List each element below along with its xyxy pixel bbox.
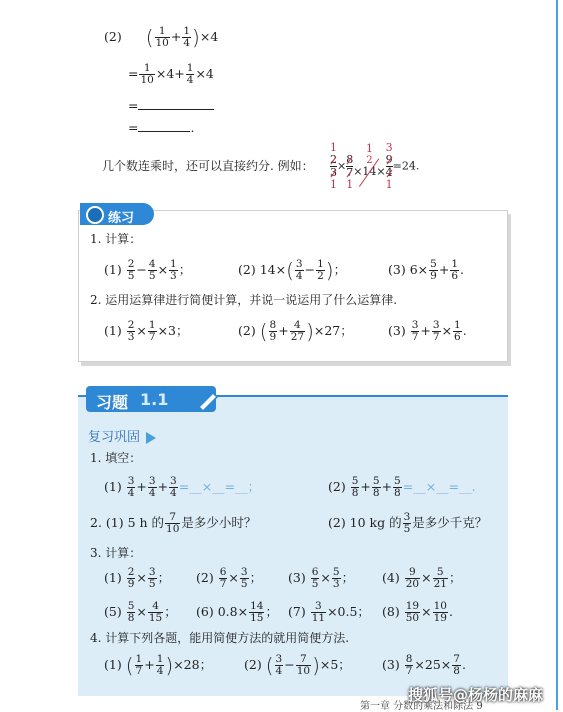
exercise-q3-6: (6) 0.8× $\frac{14}{15}$ ； [196, 600, 278, 625]
exercise-q3-3: (3) $\frac{6}{5}$ × $\frac{5}{3}$ ； [288, 566, 355, 591]
cancellation-note: 几个数连乘时，还可以直接约分. 例如： [102, 159, 314, 173]
example-line-3: = [128, 100, 214, 113]
cancellation-example: 1 2 3 1 × 8 7 1 1 2 ×14× 3 9 4 1 =24. [330, 141, 420, 192]
practice-q2-3: (3) $\frac{3}{7}$ + $\frac{3}{7}$ × $\frac{1}{6}$ . [388, 319, 467, 344]
practice-q1-2: (2) 14×( $\frac{3}{4}$ − $\frac{1}{2}$ )； [238, 258, 347, 283]
exercise-q4-2: (2) ( $\frac{3}{4}$ − $\frac{7}{10}$ )×5； [244, 653, 351, 678]
exercise-q3: 3. 计算： [90, 546, 142, 560]
example-line-4: = . [128, 120, 195, 135]
exercise-q4: 4. 计算下列各题，能用简便方法的就用简便方法. [90, 631, 350, 645]
exercise-title: 习题 1.1 [86, 386, 216, 412]
fraction: $\frac{1}{4}$ [183, 25, 191, 50]
practice-tag: 练习 [80, 203, 154, 225]
practice-q2: 2. 运用运算律进行简便计算，并说一说运用了什么运算律. [90, 293, 398, 307]
practice-icon [86, 206, 104, 224]
practice-q2-1: (1) $\frac{2}{3}$ × $\frac{1}{7}$ ×3； [104, 319, 189, 344]
practice-q1-3: (3) 6× $\frac{5}{9}$ + $\frac{1}{6}$ . [388, 258, 464, 283]
pencil-icon [196, 390, 220, 410]
review-heading: 复习巩固 [88, 426, 156, 445]
exercise-q2-2: (2) 10 kg 的 $\frac{3}{5}$ 是多少千克？ [328, 511, 488, 536]
practice-q2-2: (2) ( $\frac{8}{9}$ + $\frac{4}{27}$ )×27； [238, 319, 353, 344]
exercise-q3-4: (4) $\frac{9}{20}$ × $\frac{5}{21}$ ； [382, 566, 462, 591]
exercise-q1-2: (2) $\frac{5}{8}$ + $\frac{5}{8}$ + $\frac{5}{8}$ =__×__=__. [328, 475, 476, 500]
exercise-q1-1: (1) $\frac{3}{4}$ + $\frac{3}{4}$ + $\frac{3}{4}$ =__×__=__； [104, 475, 261, 500]
exercise-q1: 1. 填空： [90, 451, 142, 465]
exercise-q3-7: (7) $\frac{3}{11}$ ×0.5； [288, 600, 370, 625]
exercise-q2-1: 2. (1) 5 h 的 $\frac{7}{10}$ 是多少小时？ [90, 511, 257, 536]
arrow-icon [146, 432, 156, 444]
exercise-q3-1: (1) $\frac{2}{9}$ × $\frac{3}{5}$ ； [104, 566, 171, 591]
exercise-q3-5: (5) $\frac{5}{8}$ × $\frac{4}{15}$ ； [104, 600, 177, 625]
exercise-q3-8: (8) $\frac{19}{50}$ × $\frac{10}{19}$ . [382, 600, 453, 625]
exercise-q4-1: (1) ( $\frac{1}{7}$ + $\frac{1}{4}$ )×28； [104, 653, 213, 678]
fraction: $\frac{1}{10}$ [155, 25, 169, 50]
example-line-1: (2) ( $\frac{1}{10}$ + $\frac{1}{4}$ )×4 [104, 25, 219, 50]
page-footer: 第一章 分数的乘法和除法 9 [360, 701, 483, 712]
exercise-q3-2: (2) $\frac{6}{7}$ × $\frac{3}{5}$ ； [196, 566, 263, 591]
exercise-q4-3: (3) $\frac{8}{7}$ ×25× $\frac{7}{8}$ . [382, 653, 466, 678]
practice-q1-1: (1) $\frac{2}{5}$ − $\frac{4}{5}$ × $\frac{1}{3}$ ； [104, 258, 192, 283]
example-line-2: = $\frac{1}{10}$ ×4+ $\frac{1}{4}$ ×4 [128, 62, 214, 87]
watermark: 搜狐号@杨杨的麻麻 [408, 686, 544, 704]
page-edge-border [556, 0, 558, 710]
practice-q1: 1. 计算： [90, 232, 142, 246]
